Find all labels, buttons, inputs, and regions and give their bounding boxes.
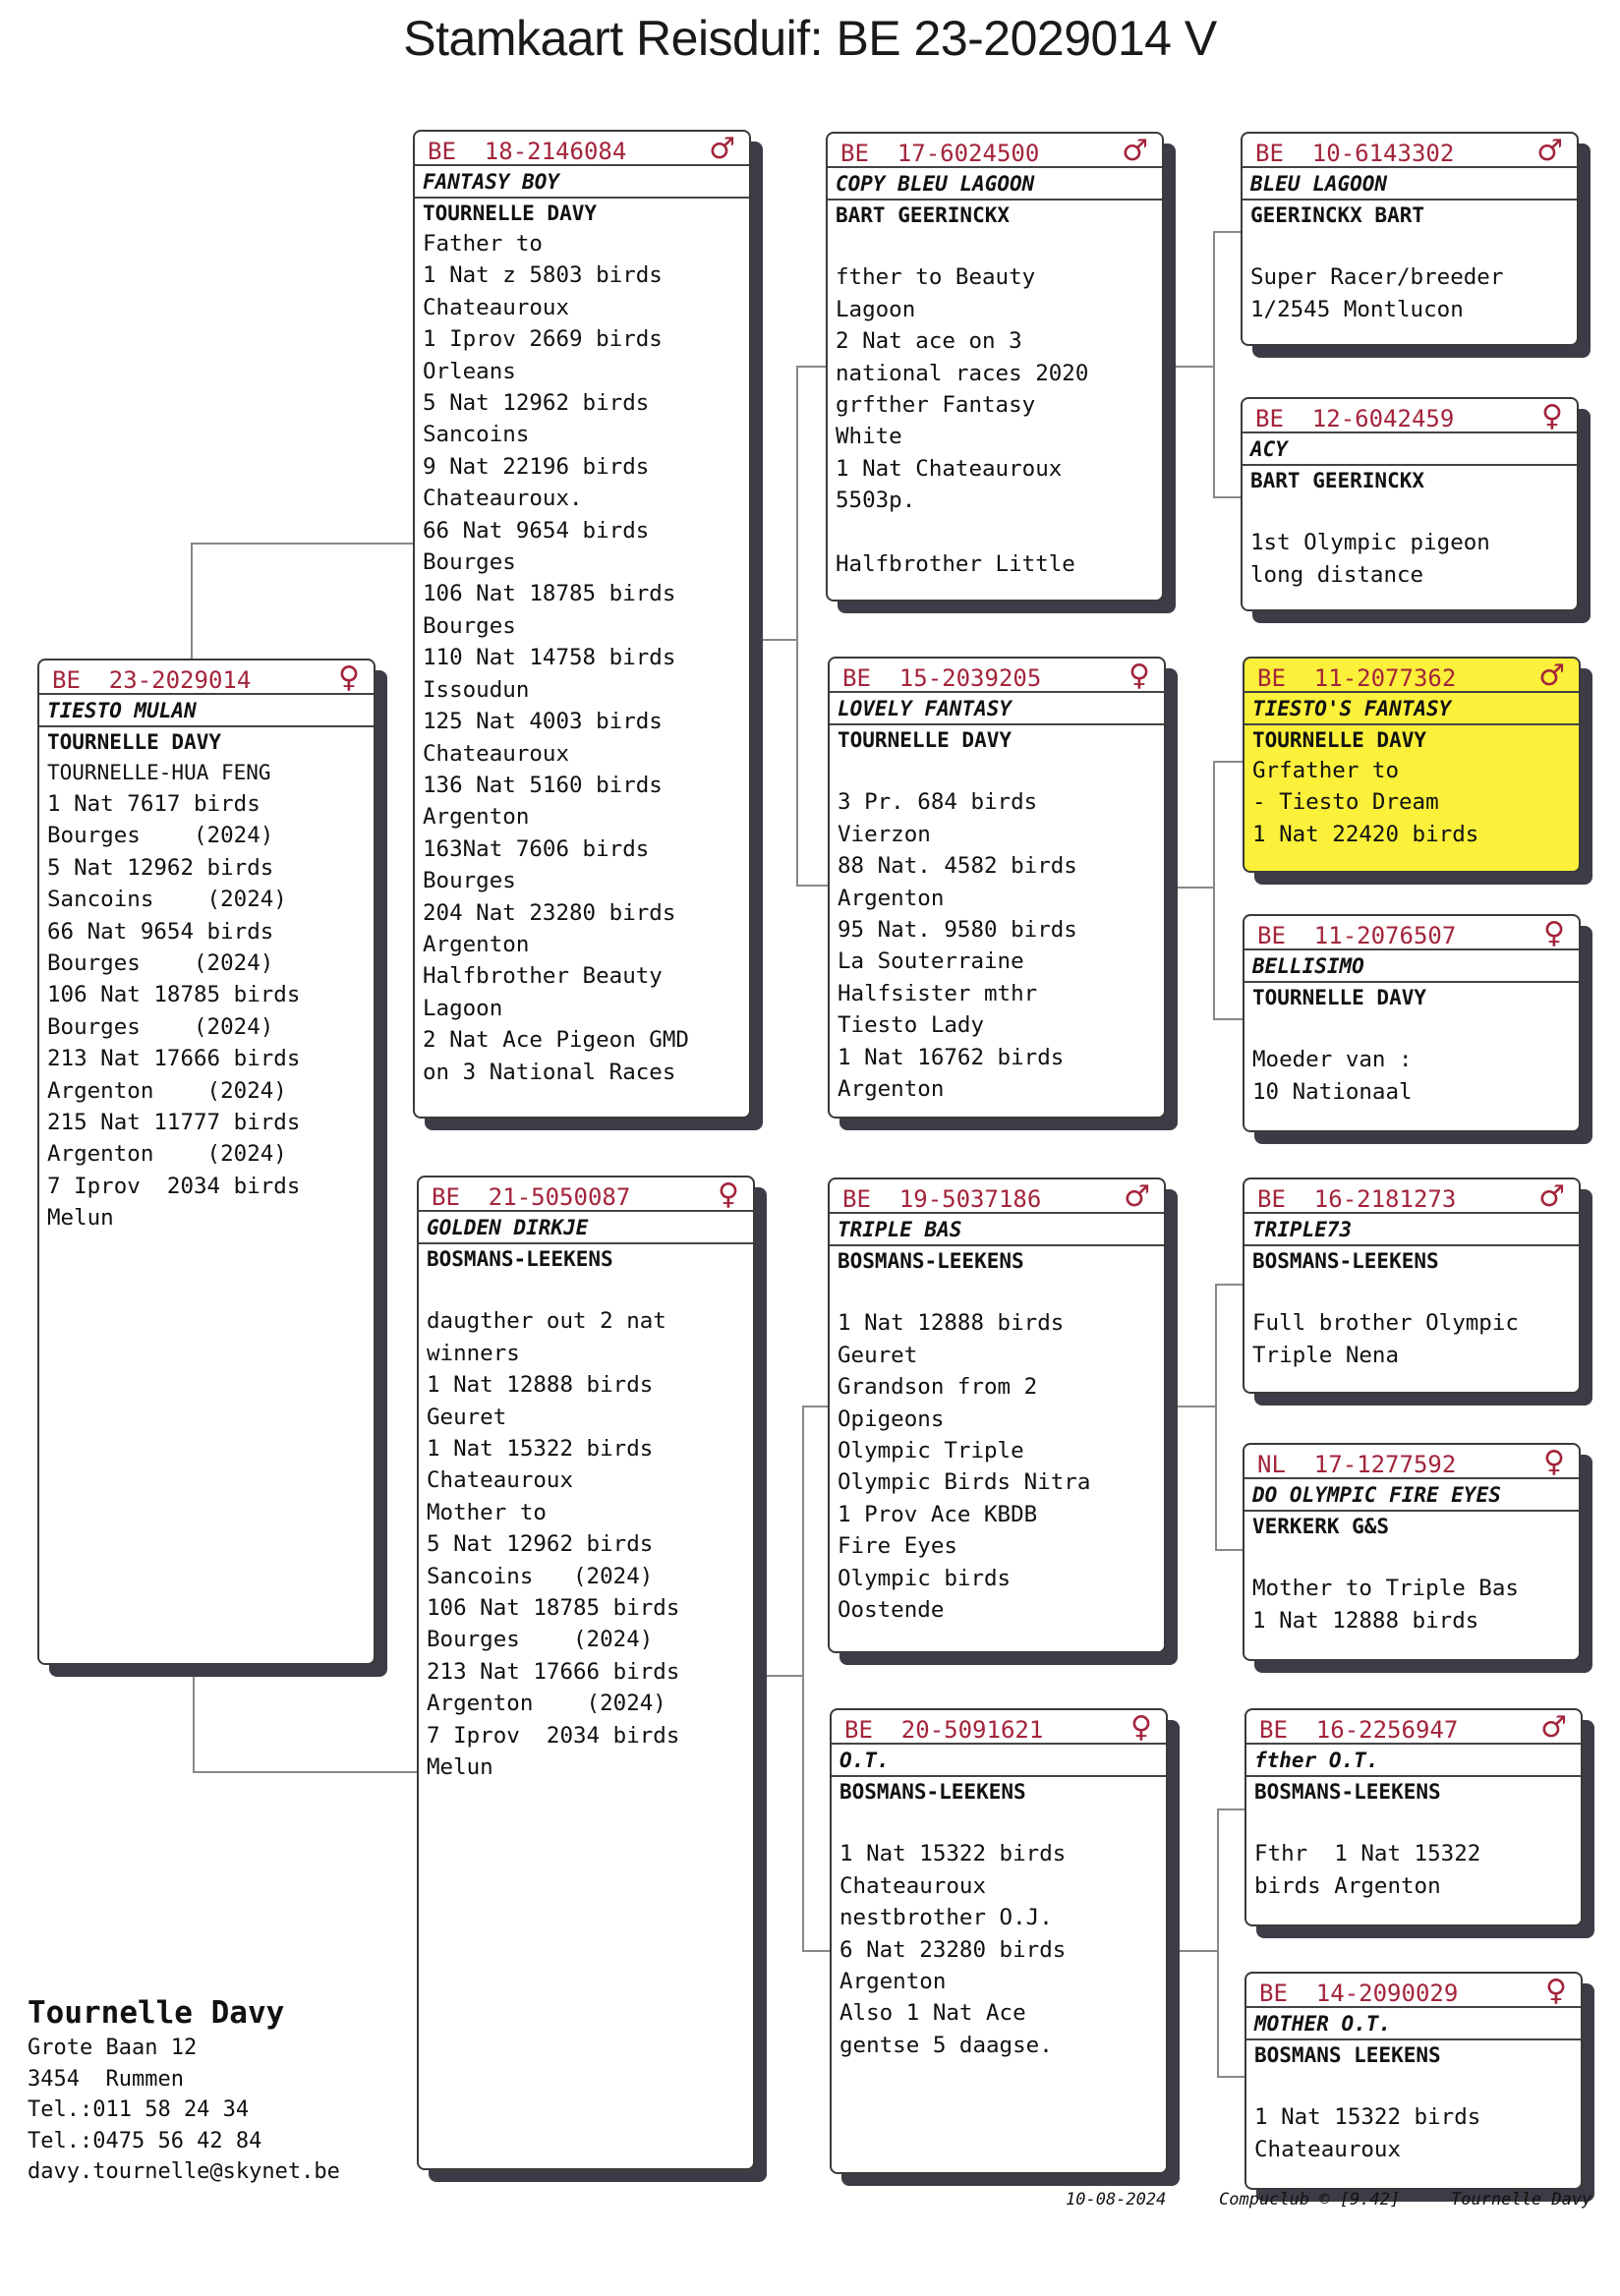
ring-number: BE 11-2077362 [1257, 664, 1457, 692]
pigeon-notes: Full brother Olympic Triple Nena [1252, 1310, 1519, 1368]
breeder-name: Tournelle Davy [28, 1995, 285, 2031]
pigeon-card-father-mother[interactable] [828, 657, 1166, 1119]
male-icon: ♂ [1538, 1179, 1565, 1214]
pigeon-name: TRIPLE BAS [830, 1214, 1164, 1246]
pigeon-notes: Grfather to - Tiesto Dream 1 Nat 22420 birds [1252, 758, 1479, 847]
footer-date: 10-08-2024 [1066, 2190, 1167, 2210]
pigeon-name: MOTHER O.T. [1246, 2008, 1581, 2040]
pigeon-card-mother[interactable] [417, 1176, 755, 2170]
owner-name: BART GEERINCKX [1250, 469, 1425, 492]
pigeon-card-mother-mother[interactable] [830, 1708, 1168, 2174]
ring-number: BE 23-2029014 [52, 666, 252, 694]
ring-number: BE 10-6143302 [1255, 140, 1455, 167]
pigeon-name: TRIPLE73 [1244, 1214, 1579, 1246]
owner-name: TOURNELLE DAVY [1252, 986, 1427, 1009]
ring-number: BE 15-2039205 [842, 664, 1042, 692]
owner-name: TOURNELLE DAVY [838, 728, 1012, 752]
ring-number: BE 12-6042459 [1255, 405, 1455, 432]
connector-line [1213, 231, 1215, 498]
pigeon-notes: Mother to Triple Bas 1 Nat 12888 birds [1252, 1576, 1519, 1634]
male-icon: ♂ [1540, 1710, 1567, 1745]
connector-line [757, 639, 798, 641]
pigeon-name: ACY [1243, 433, 1577, 466]
male-icon: ♂ [1124, 1179, 1150, 1214]
pigeon-name: BELLISIMO [1244, 950, 1579, 983]
connector-line [759, 1675, 804, 1677]
ring-number: BE 17-6024500 [840, 140, 1040, 167]
pigeon-name: fther O.T. [1246, 1745, 1581, 1777]
pigeon-card-mother-father[interactable] [828, 1177, 1166, 1653]
pigeon-card-mmf[interactable] [1244, 1708, 1583, 1926]
female-icon: ♀ [1543, 916, 1565, 950]
owner-name: BOSMANS-LEEKENS [838, 1249, 1024, 1273]
connector-line [193, 1665, 195, 1773]
owner-name: BART GEERINCKX [836, 203, 1011, 227]
connector-line [1174, 366, 1215, 368]
pigeon-notes: 1 Nat 7617 birds Bourges (2024) 5 Nat 12962 birds Sancoins (2024) 66 Nat 9654 birds Bourges (2024) 106 Nat 18785 birds Bourges (2024) 213 Nat 17666 birds Argenton (2024) 215 Nat 11777 birds Argenton (2024) 7 Iprov 2034 birds Melun [47, 791, 301, 1232]
ring-number: BE 19-5037186 [842, 1185, 1042, 1213]
female-icon: ♀ [1128, 659, 1150, 693]
female-icon: ♀ [1543, 1445, 1565, 1479]
connector-line [802, 1406, 804, 1952]
breeder-address-line: 3454 Rummen [28, 2066, 184, 2092]
owner-name: BOSMANS-LEEKENS [427, 1247, 613, 1271]
pigeon-card-father-father[interactable] [826, 132, 1164, 602]
pigeon-card-subject[interactable] [37, 659, 376, 1665]
pigeon-card-mfm[interactable] [1243, 1443, 1581, 1661]
pigeon-card-father[interactable] [413, 130, 751, 1119]
pigeon-card-fmf[interactable] [1243, 657, 1581, 873]
pigeon-card-mmm[interactable] [1244, 1972, 1583, 2190]
connector-line [191, 543, 193, 659]
pigeon-notes: fther to Beauty Lagoon 2 Nat ace on 3 national races 2020 grfther Fantasy White 1 Nat Chateauroux 5503p. Halfbrother Little [836, 264, 1089, 578]
breeder-phone: Tel.:011 58 24 34 [28, 2097, 250, 2122]
male-icon: ♂ [709, 132, 735, 166]
connector-line [191, 543, 415, 545]
pigeon-name: COPY BLEU LAGOON [828, 168, 1162, 201]
pigeon-notes: Moeder van : 10 Nationaal [1252, 1047, 1413, 1105]
pigeon-notes: Super Racer/breeder 1/2545 Montlucon [1250, 264, 1504, 322]
pigeon-notes: 1 Nat 12888 birds Geuret Grandson from 2 Opigeons Olympic Triple Olympic Birds Nitra 1 Prov Ace KBDB Fire Eyes Olympic birds Oostende [838, 1310, 1091, 1624]
female-icon: ♀ [1545, 1974, 1567, 2008]
owner-name: TOURNELLE DAVY [423, 201, 598, 225]
male-icon: ♂ [1538, 659, 1565, 693]
pigeon-name: DO OLYMPIC FIRE EYES [1244, 1479, 1579, 1512]
pigeon-name: O.T. [832, 1745, 1166, 1777]
breeder-info [28, 1993, 340, 2188]
pigeon-card-fmm[interactable] [1243, 914, 1581, 1132]
connector-line [1215, 1284, 1217, 1551]
breeder-address-line: Grote Baan 12 [28, 2036, 198, 2060]
connector-line [1178, 1950, 1219, 1952]
owner-name: GEERINCKX BART [1250, 203, 1425, 227]
footer-owner: Tournelle Davy [1451, 2190, 1592, 2210]
page-title: Stamkaart Reisduif: BE 23-2029014 V [403, 11, 1217, 66]
connector-line [1213, 761, 1215, 1020]
pigeon-name: FANTASY BOY [415, 166, 749, 199]
pigeon-notes: 1 Nat 15322 birds Chateauroux nestbrother O.J. 6 Nat 23280 birds Argenton Also 1 Nat Ace gentse 5 daagse. [839, 1841, 1067, 2058]
connector-line [193, 1771, 419, 1773]
connector-line [1176, 887, 1215, 889]
owner-name: BOSMANS-LEEKENS [839, 1780, 1026, 1804]
owner-name: BOSMANS-LEEKENS [1252, 1249, 1439, 1273]
pigeon-notes: Father to 1 Nat z 5803 birds Chateauroux 1 Iprov 2669 birds Orleans 5 Nat 12962 birds Sancoins 9 Nat 22196 birds Chateauroux. 66 Nat 9654 birds Bourges 106 Nat 18785 birds Bourges 110 Nat 14758 birds Issoudun 125 Nat 4003 birds Chateauroux 136 Nat 5160 birds Argenton 163Nat 7606 birds Bourges 204 Nat 23280 birds Argenton Halfbrother Beauty Lagoon 2 Nat Ace Pigeon GMD on 3 National Races [423, 231, 689, 1085]
pigeon-name: TIESTO MULAN [39, 695, 374, 727]
owner-name: VERKERK G&S [1252, 1515, 1390, 1538]
pigeon-notes: Fthr 1 Nat 15322 birds Argenton [1254, 1841, 1481, 1899]
pigeon-card-mff[interactable] [1243, 1177, 1581, 1394]
female-icon: ♀ [338, 660, 360, 695]
pigeon-notes: 3 Pr. 684 birds Vierzon 88 Nat. 4582 birds Argenton 95 Nat. 9580 birds La Souterraine Halfsister mthr Tiesto Lady 1 Nat 16762 birds Argenton [838, 789, 1077, 1103]
breeder-phone: Tel.:0475 56 42 84 [28, 2128, 262, 2153]
ring-number: BE 11-2076507 [1257, 922, 1457, 949]
male-icon: ♂ [1122, 134, 1148, 168]
pigeon-name: TIESTO'S FANTASY [1244, 693, 1579, 725]
ring-number: BE 16-2256947 [1259, 1716, 1459, 1744]
female-icon: ♀ [1541, 399, 1563, 433]
owner-name: BOSMANS LEEKENS [1254, 2043, 1441, 2067]
female-icon: ♀ [718, 1177, 739, 1212]
connector-line [1178, 1406, 1217, 1407]
female-icon: ♀ [1130, 1710, 1152, 1745]
ring-number: BE 20-5091621 [844, 1716, 1044, 1744]
owner-name: TOURNELLE DAVY [47, 730, 222, 754]
pigeon-notes: 1 Nat 15322 birds Chateauroux [1254, 2104, 1481, 2162]
ring-number: BE 16-2181273 [1257, 1185, 1457, 1213]
pigeon-card-fff[interactable] [1241, 132, 1579, 346]
ring-number: BE 14-2090029 [1259, 1980, 1459, 2007]
pigeon-notes: daugther out 2 nat winners 1 Nat 12888 birds Geuret 1 Nat 15322 birds Chateauroux Mother to 5 Nat 12962 birds Sancoins (2024) 106 Nat 18785 birds Bourges (2024) 213 Nat 17666 birds Argenton (2024) 7 Iprov 2034 birds Melun [427, 1308, 680, 1781]
pigeon-name: LOVELY FANTASY [830, 693, 1164, 725]
owner-name: TOURNELLE DAVY [1252, 728, 1427, 752]
ring-number: BE 21-5050087 [432, 1183, 631, 1211]
ring-number: BE 18-2146084 [428, 138, 627, 165]
pigeon-name: GOLDEN DIRKJE [419, 1212, 753, 1244]
co-owner-name: TOURNELLE-HUA FENG [47, 761, 271, 784]
footer-software: Compuclub © [9.42] [1219, 2190, 1401, 2210]
pigeon-notes: 1st Olympic pigeon long distance [1250, 530, 1490, 588]
pigeon-name: BLEU LAGOON [1243, 168, 1577, 201]
ring-number: NL 17-1277592 [1257, 1451, 1457, 1478]
connector-line [796, 366, 798, 887]
breeder-email[interactable]: davy.tournelle@skynet.be [28, 2159, 340, 2184]
owner-name: BOSMANS-LEEKENS [1254, 1780, 1441, 1804]
pigeon-card-ffm[interactable] [1241, 397, 1579, 611]
male-icon: ♂ [1536, 134, 1563, 168]
connector-line [1217, 1808, 1219, 2078]
